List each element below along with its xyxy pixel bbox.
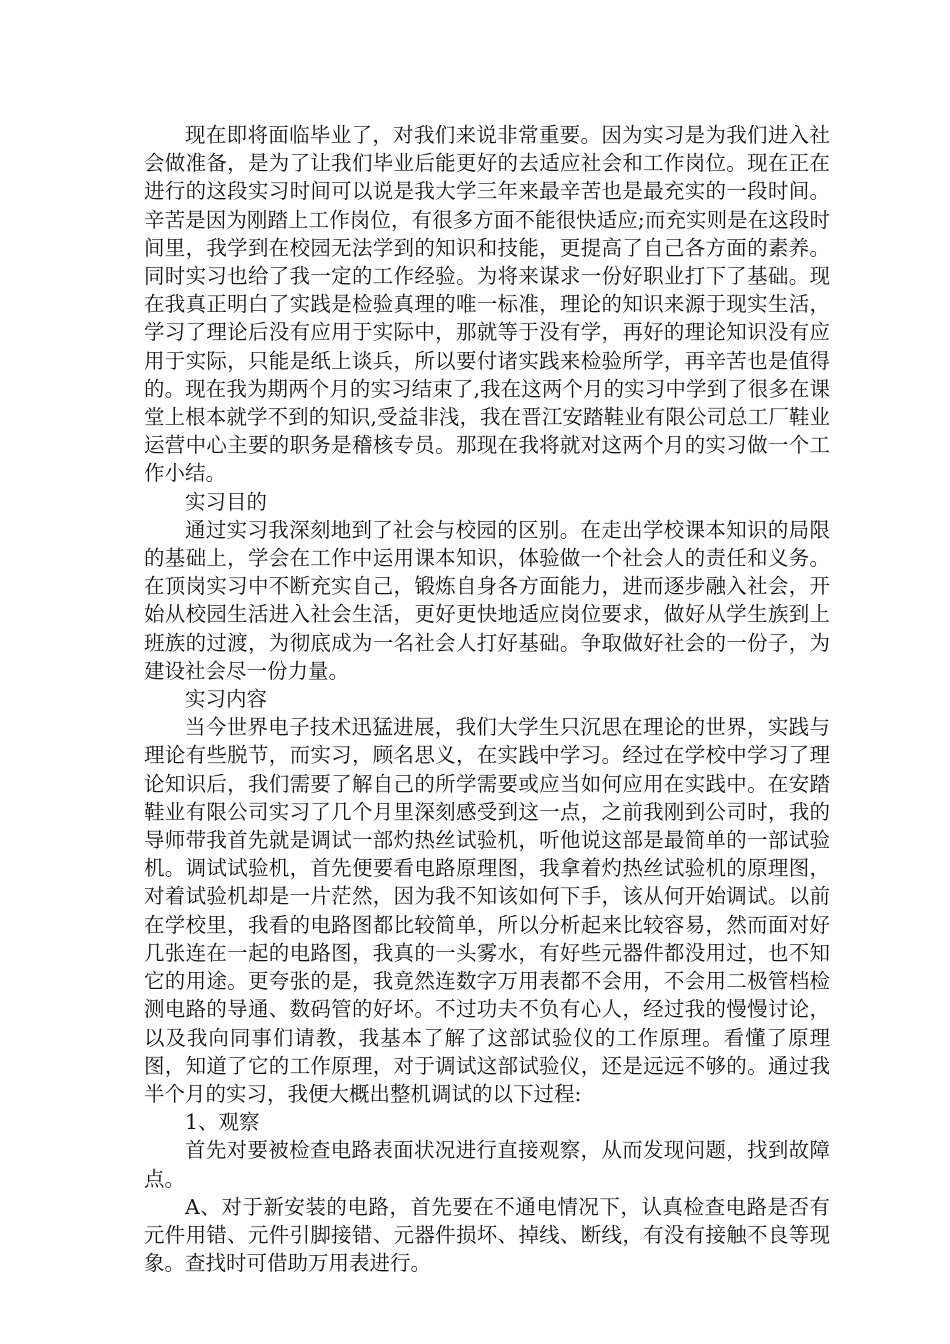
content-paragraph: 当今世界电子技术迅猛进展，我们大学生只沉思在理论的世界，实践与理论有些脱节，而实习，顾名思义，在实践中学习。经过在学校中学习了理论知识后，我们需要了解自己的所学需要或应当如何应用在实践中。在安踏 鞋业有限公司实习了几个月里深刻感受到这一点，之前我刚到公司时，我的导师带我首先就是调试一部灼热丝试验机，听他说这部是最简单的一部试验机。调试试验机，首先便要看电路原理图，我拿着灼热丝试验机的原理图，对着试验机却是一片茫然，因为我不知该如何下手，该从何开始调试。以前在学校里，我看的电路图都比较简单，所以分析起来比较容易，然而面对好几张连在一起的电路图，我真的一头雾水，有好些元器件都没用过，也不知它的用途。更夸张的是，我竟然连数字万用表都不会用，不会用二极管档检测电路的导通、数码管的好坏。不过功夫不负有心人，经过我的慢慢讨论，以及我向同事们请教，我基本了解了这部试验仪的工作原理。看懂了原理图，知道了它的工作原理，对于调试这部试验仪，还是远远不够的。通过我半个月的实习，我便大概出整机调试的以下过程: [144,715,830,1106]
step1-heading: 1、观察 [185,1110,260,1135]
document-page [144,121,830,1277]
intro-paragraph: 现在即将面临毕业了，对我们来说非常重要。因为实习是为我们进入社会做准备，是为了让我们毕业后能更好的去适应社会和工作岗位。现在正在进行的这段实习时间可以说是我大学三年来最辛苦也是最充实的一段时间。辛苦是因为刚踏上工作岗位，有很多方面不能很快适应;而充实则是在这段时间里，我学到在校园无法学到的知识和技能，更提高了自己各方面的素养。同时实习也给了我一定的工作经验。为将来谋求一份好职业打下了基础。现在我真正明白了实践是检验真理的唯一标准，理论的知识来源于现实生活，学习了理论后没有应用于实际中，那就等于没有学，再好的理论知识没有应用于实际，只能是纸上谈兵，所以要付诸实践来检验所学，再辛苦也是值得的。现在我为期两个月的实习结束了,我在这两个月的实习中学到了很多在课堂上根本就学不到的知识,受益非浅，我在晋江安踏鞋业有限公司总工厂鞋业运营中心主要的职务是稽核专员。那现在我将就对这两个月的实习做一个工作小结。 [144,123,830,486]
step1-paragraph: 首先对要被检查电路表面状况进行直接观察，从而发现问题，找到故障点。 [144,1138,830,1191]
purpose-heading: 实习目的 [185,489,267,514]
step1-a-paragraph: A、对于新安装的电路，首先要在不通电情况下，认真检查电路是否有元件用错、元件引脚接错、元器件损坏、掉线、断线，有没有接触不良等现象。查找时可借助万用表进行。 [144,1194,830,1276]
purpose-paragraph: 通过实习我深刻地到了社会与校园的区别。在走出学校课本知识的局限的基础上，学会在工作中运用课本知识，体验做一个社会人的责任和义务。在顶岗实习中不断充实自己，锻炼自身各方面能力，进而逐步融入社会，开始从校园生活进入社会生活，更好更快地适应岗位要求，做好从学生族到上班族的过渡，为彻底成为一名社会人打好基础。争取做好社会的一份子，为建设社会尽一份力量。 [144,517,830,683]
content-heading: 实习内容 [185,687,267,712]
